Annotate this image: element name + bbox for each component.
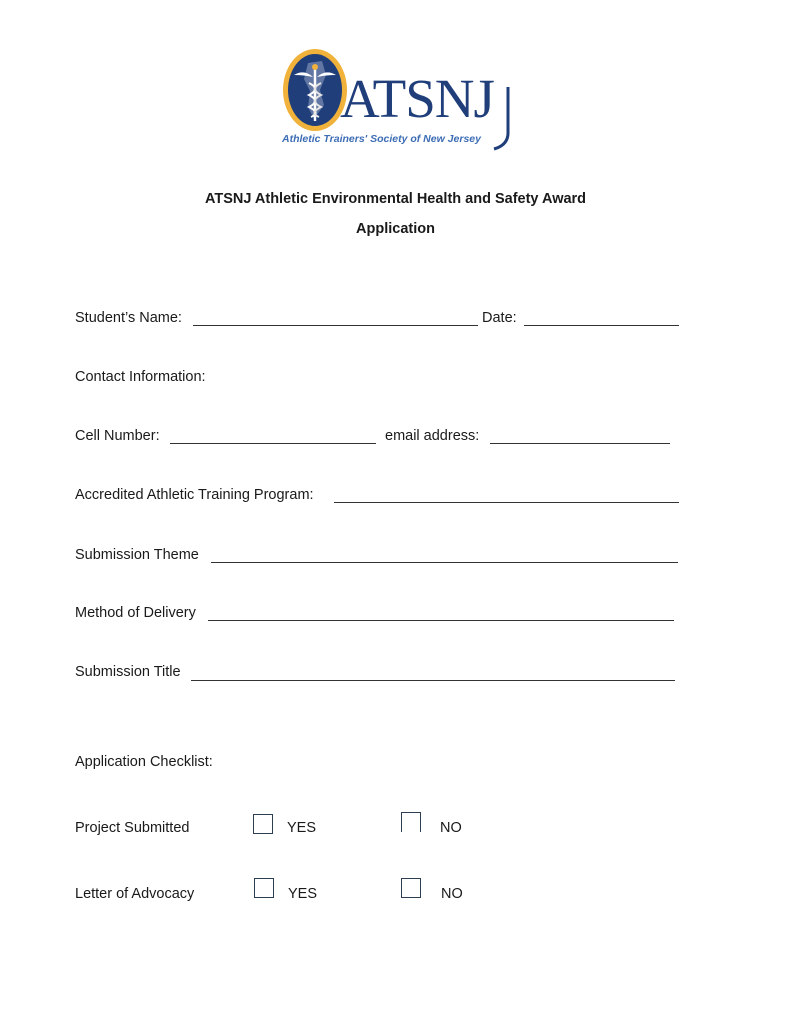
- project-submitted-no-checkbox[interactable]: [401, 812, 421, 832]
- form-title-line1: ATSNJ Athletic Environmental Health and Safety Award: [204, 191, 587, 207]
- letter-of-advocacy-yes-checkbox[interactable]: [254, 878, 274, 898]
- date-field[interactable]: [524, 325, 679, 326]
- logo-wordmark: ATSNJ: [340, 68, 494, 129]
- program-label: Accredited Athletic Training Program:: [75, 487, 314, 503]
- email-field[interactable]: [490, 443, 670, 444]
- program-field[interactable]: [334, 502, 679, 503]
- submission-theme-label: Submission Theme: [75, 547, 199, 563]
- project-submitted-yes-label: YES: [287, 820, 317, 836]
- date-label: Date:: [482, 310, 517, 326]
- project-submitted-no-label: NO: [440, 820, 462, 836]
- email-label: email address:: [385, 428, 480, 444]
- delivery-method-label: Method of Delivery: [75, 605, 196, 621]
- contact-info-label: Contact Information:: [75, 369, 206, 385]
- project-submitted-yes-checkbox[interactable]: [253, 814, 273, 834]
- letter-of-advocacy-no-checkbox[interactable]: [401, 878, 421, 898]
- checklist-heading: Application Checklist:: [75, 754, 213, 770]
- atsnj-logo: [280, 45, 515, 153]
- delivery-method-field[interactable]: [208, 620, 674, 621]
- project-submitted-label: Project Submitted: [75, 820, 190, 836]
- student-name-field[interactable]: [193, 325, 478, 326]
- form-title-line2: Application: [356, 221, 435, 237]
- letter-of-advocacy-no-label: NO: [441, 886, 463, 902]
- submission-theme-field[interactable]: [211, 562, 678, 563]
- submission-title-field[interactable]: [191, 680, 675, 681]
- submission-title-label: Submission Title: [75, 664, 181, 680]
- cell-number-label: Cell Number:: [75, 428, 160, 444]
- student-name-label: Student’s Name:: [75, 310, 182, 326]
- letter-of-advocacy-label: Letter of Advocacy: [75, 886, 195, 902]
- cell-number-field[interactable]: [170, 443, 376, 444]
- logo-tagline: Athletic Trainers' Society of New Jersey: [282, 133, 481, 145]
- letter-of-advocacy-yes-label: YES: [288, 886, 318, 902]
